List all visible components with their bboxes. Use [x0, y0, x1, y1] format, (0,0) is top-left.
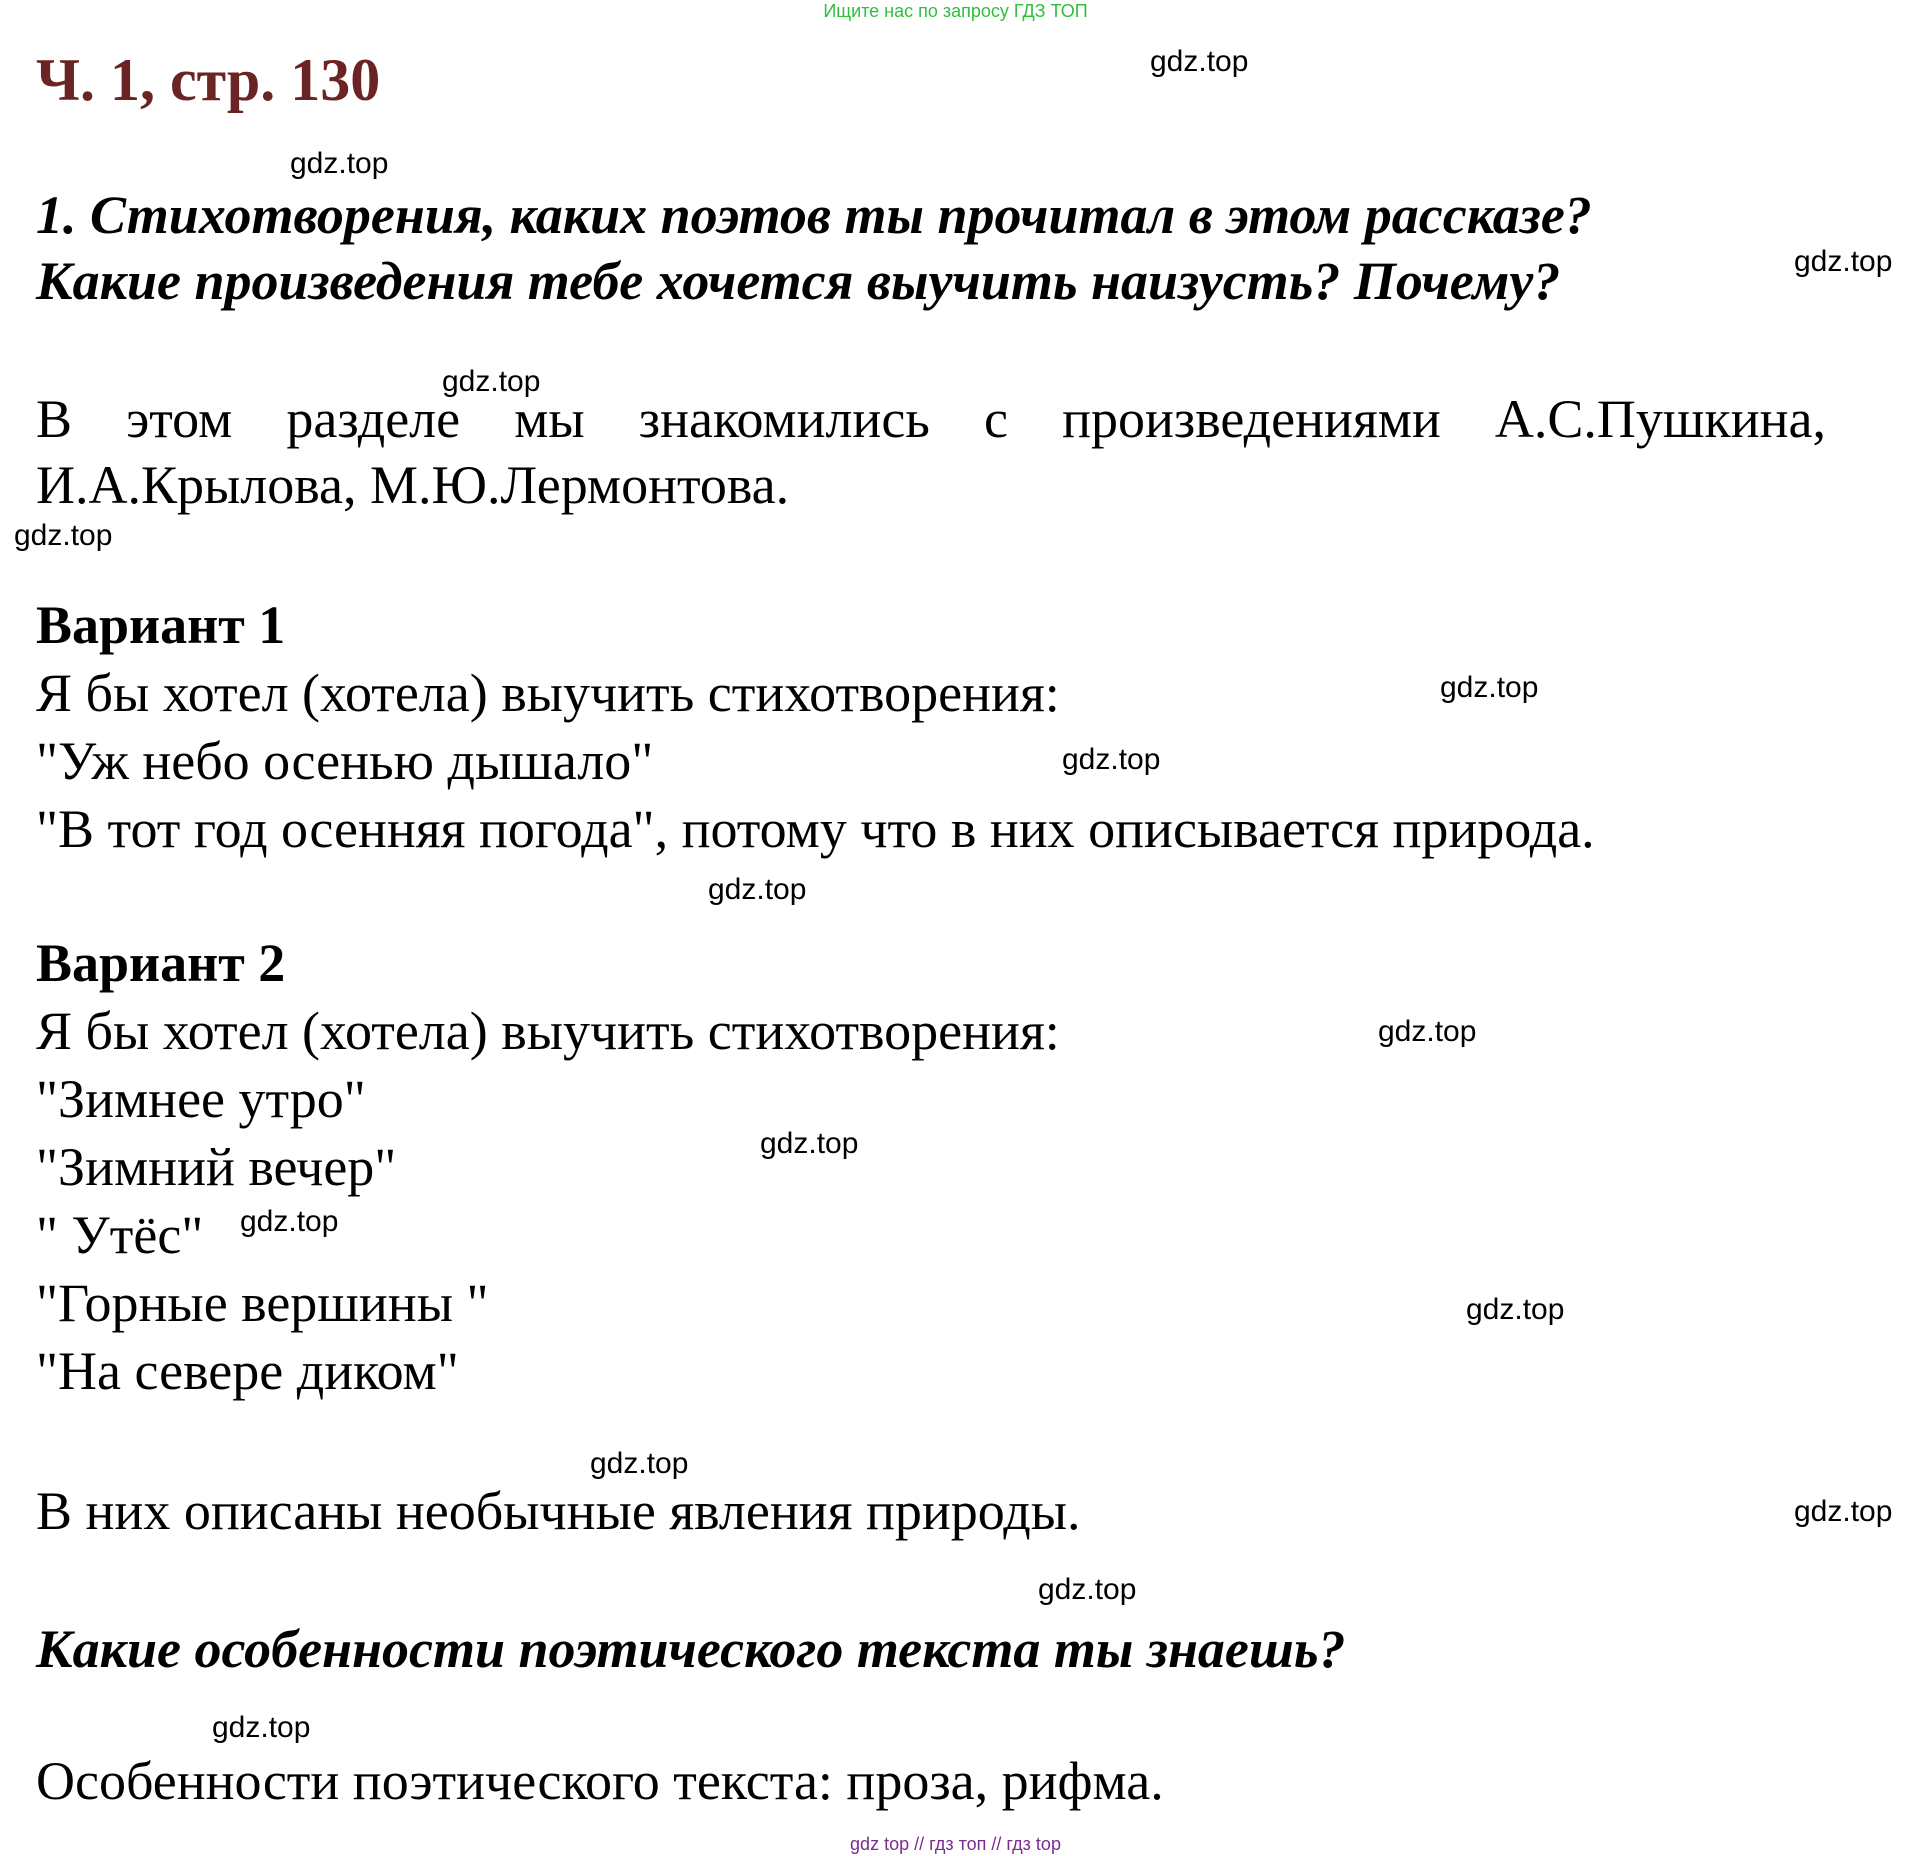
variant-2-poem: "Зимний вечер" — [36, 1137, 397, 1197]
watermark: gdz.top — [1150, 45, 1249, 78]
variant-1-poem: "Уж небо осенью дышало" — [36, 731, 654, 791]
watermark: gdz.top — [212, 1711, 311, 1744]
watermark: gdz.top — [14, 519, 113, 552]
answer-intro: В этом разделе мы знакомились с произведениями А.С.Пушкина, И.А.Крылова, М.Ю.Лермонтова. — [36, 389, 1826, 515]
variant-2-line: Я бы хотел (хотела) выучить стихотворения: — [36, 1001, 1060, 1061]
watermark: gdz.top — [708, 873, 807, 906]
watermark: gdz.top — [1038, 1573, 1137, 1606]
watermark: gdz.top — [240, 1205, 339, 1238]
watermark: gdz.top — [442, 365, 541, 398]
variant-1-line: Я бы хотел (хотела) выучить стихотворения: — [36, 663, 1060, 723]
watermark: gdz.top — [1794, 1495, 1893, 1528]
variant-2-poem: "На севере диком" — [36, 1341, 459, 1401]
answer-2: Особенности поэтического текста: проза, рифма. — [36, 1751, 1164, 1811]
watermark: gdz.top — [1794, 245, 1893, 278]
watermark: gdz.top — [1378, 1015, 1477, 1048]
footer: gdz top // гдз топ // гдз top — [850, 1834, 1061, 1854]
question-1-line-2: Какие произведения тебе хочется выучить наизусть? Почему? — [36, 251, 1561, 311]
variant-2-poem: "Горные вершины " — [36, 1273, 489, 1333]
variant-2-heading: Вариант 2 — [36, 933, 286, 993]
top-banner: Ищите нас по запросу ГДЗ ТОП — [823, 1, 1088, 21]
variant-2-conclusion: В них описаны необычные явления природы. — [36, 1481, 1081, 1541]
variant-1-poem-reason: "В тот год осенняя погода", потому что в них описывается природа. — [36, 799, 1595, 859]
variant-2-poem: "Зимнее утро" — [36, 1069, 366, 1129]
watermark: gdz.top — [1062, 743, 1161, 776]
watermark: gdz.top — [760, 1127, 859, 1160]
variant-2-poem: " Утёс" — [36, 1205, 204, 1265]
watermark: gdz.top — [1440, 671, 1539, 704]
variant-1-heading: Вариант 1 — [36, 595, 286, 655]
question-2: Какие особенности поэтического текста ты знаешь? — [36, 1619, 1346, 1679]
watermark: gdz.top — [1466, 1293, 1565, 1326]
question-1-line-1: 1. Стихотворения, каких поэтов ты прочитал в этом рассказе? — [36, 185, 1592, 245]
question-1 — [36, 182, 1826, 314]
watermark: gdz.top — [590, 1447, 689, 1480]
watermark: gdz.top — [290, 147, 389, 180]
page-title: Ч. 1, стр. 130 — [36, 47, 381, 113]
